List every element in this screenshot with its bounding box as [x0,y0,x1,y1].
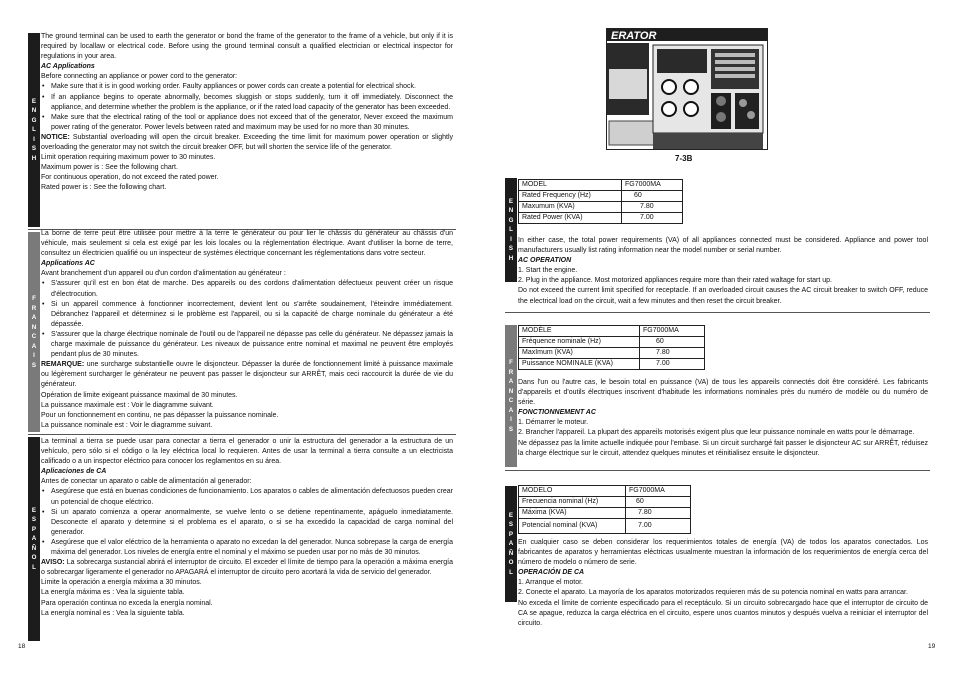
spec-table-francais [518,325,705,370]
notice-text: une surcharge substantielle ouvre le disjoncteur. Dépasser la durée de fonctionnement limité à puissance maximale ou légèrement surcharger le générateur ne peuvent pas passer le disjoncteur sur ARRÊT, mais ceci raccourcit la durée de vie du générateur. [41,361,453,389]
table-row [519,348,705,359]
table-cell: Rated Power (KVA) [519,213,622,224]
table-cell: 60 [640,337,705,348]
ac-operation-heading: OPERACIÓN DE CA [518,569,585,577]
bullet-list [41,82,453,132]
table-row [519,497,691,508]
list-item: • If an appliance begins to operate abnormally, becomes sluggish or stops suddenly, turn it off immediately. Disconnect the appliance, and determine whether the problem is the appliance, or if the rated load capacity of the generator has been exceeded. [41,93,453,113]
list-item: • S'assurer qu'il est en bon état de marche. Des appareils ou des cordons d'alimentation défectueux peuvent créer un risque d'électrocution. [41,279,453,299]
table-cell: Rated Frequency (Hz) [519,191,622,202]
ground-terminal-paragraph: La borne de terre peut être utilisée pour mettre à la terre le générateur ou pour lier le châssis du générateur au châssis d'un véhicule, mais seulement si cela est exigé par les lois locales ou la réglementation électrique. Avant d'utiliser la borne de terre, consultez un électricien qualifié ou un inspecteur de systèmes électrique concernant les réglementations dans votre secteur. [41,230,453,258]
table-row [519,326,705,337]
francais-tab-right: F R A N C A I S [505,325,517,467]
ac-operation-heading: AC OPERATION [518,257,572,265]
page-number-right: 19 [928,643,936,650]
text-line: Maximum power is : See the following chart. [41,164,178,172]
table-cell: Frecuencia nominal (Hz) [519,497,626,508]
espanol-section-right [518,538,928,629]
list-item: • Si un aparato comienza a operar anormalmente, se vuelve lento o se detiene repentinamente, apáguelo inmediatamente. Desconecte el aparato y determine si el problema es el aparato, o si se ha excedido la capacidad de carga nominal del generador. [41,508,453,538]
ground-terminal-paragraph: La terminal a tierra se puede usar para conectar a tierra el generador o unir la estructura del generador a la estructura de un vehículo, pero sólo si el código o la ley eléctrica local lo requieren. Antes de usar la terminal a tierra consulte a un electricista calificado o a un inspector eléctrico para conocer los reglamentos en su área. [41,438,453,466]
table-cell: 7.00 [622,213,683,224]
bullet-list [41,279,453,360]
text-line: For continuous operation, do not exceed the rated power. [41,174,219,182]
english-section-left [41,32,453,194]
brand-text: ERATOR [611,30,657,42]
table-row [519,519,691,534]
notice-text: Substantial overloading will open the circuit breaker. Exceeding the time limit for maximum power operation or slightly overloading the generator may not switch the circuit breaker OFF, but will shorten the service life of the generator. [41,133,453,152]
table-cell: FG7000MA [640,326,705,337]
table-cell: 7.00 [640,359,705,370]
ac-operation-heading: FONCTIONNEMENT AC [518,409,596,417]
text-line: Limite la operación a energía máxima a 30 minutos. [41,579,202,587]
table-cell: MaxImum (KVA) [519,348,640,359]
section-divider [505,470,930,471]
table-cell: 60 [622,191,683,202]
table-cell: Puissance NOMINALE (KVA) [519,359,640,370]
list-item: • Asegúrese que el valor eléctrico de la herramienta o aparato no excedan la del generador. Nunca sobrepase la carga de energía máxima del generador. Los niveles de energía entre el nominal y el máximo se pueden usar por no más de 30 minutos. [41,538,453,558]
text-line: La energía nominal es : Vea la siguiente tabla. [41,609,185,617]
francais-section-left [41,229,453,431]
table-cell: 7.80 [640,348,705,359]
current-limit-paragraph: Do not exceed the current limit specified for receptacle. If an overloaded circuit causes the AC circuit breaker to switch OFF, reduce the electrical load on the circuit, wait a few minutes and then reset the circuit breaker. [518,287,928,305]
text-line: Rated power is : See the following chart. [41,184,167,192]
total-power-paragraph: In either case, the total power requirements (VA) of all appliances connected must be considered. Appliance and power tool manufacturers usually list rating information near the model number or serial number. [518,237,928,255]
notice-label: NOTICE: [41,133,70,141]
table-row [519,202,683,213]
step-item: 2. Brancher l'appareil. La plupart des appareils motorisés exigent plus que leur puissance nominale en watts pour le démarrage. [518,429,915,437]
francais-section-right [518,378,928,459]
table-cell: Fréquence nominale (Hz) [519,337,640,348]
table-cell: Maxumum (KVA) [519,202,622,213]
list-item: • Asegúrese que está en buenas condiciones de funcionamiento. Los aparatos o cables de alimentación defectuosos pueden crear un potencial de choque eléctrico. [41,487,453,507]
step-item: 1. Arranque el motor. [518,579,583,587]
notice-label: AVISO: [41,559,65,567]
text-line: Limit operation requiring maximum power to 30 minutes. [41,154,216,162]
list-item: • S'assurer que la charge électrique nominale de l'outil ou de l'appareil ne dépasse pas celle du générateur. Ne dépassez jamais la charge maximale de puissance du générateur. Les niveaux de puissance entre nominal et maximal ne peuvent être employés pendant plus de 30 minutes. [41,330,453,360]
generator-panel-figure [606,28,768,150]
table-row [519,508,691,519]
table-cell: Máxima (KVA) [519,508,626,519]
table-row [519,337,705,348]
list-item: • Make sure that it is in good working order. Faulty appliances or power cords can create a potential for electrical shock. [41,82,453,92]
section-divider [28,434,456,435]
espanol-tab: E S P A Ñ O L [28,437,40,641]
current-limit-paragraph: Ne dépassez pas la limite actuelle indiquée pour l'embase. Si un circuit surchargé fait passer le disjoncteur AC sur ARRÊT, réduisez la charge électrique sur le circuit, attendez quelques minutes et réinitialisez ensuite le disjoncteur. [518,439,928,457]
table-cell: MODÈLE [519,326,640,337]
before-connecting-text: Avant branchement d'un appareil ou d'un cordon d'alimentation au générateur : [41,270,286,278]
francais-tab: F R A N C A I S [28,232,40,432]
table-cell: FG7000MA [626,486,691,497]
table-row [519,180,683,191]
table-cell: MODELO [519,486,626,497]
list-item: • Si un appareil commence à fonctionner incorrectement, devient lent ou s'arrête soudainement, l'éteindre immédiatement. Débranchez l'appareil et déterminez si le problème est l'appareil, ou si la capacité de charge nominale du générateur a été dépassée. [41,300,453,330]
table-cell: Potencial nominal (KVA) [519,519,626,534]
english-tab: E N G L I S H [28,33,40,227]
list-item: • Make sure that the electrical rating of the tool or appliance does not exceed that of the generator, Never exceed the maximum power rating of the generator. Power levels between rated and maximum may be used for no more than 30 minutes. [41,113,453,133]
text-line: La puissance maximale est : Voir le diagramme suivant. [41,401,214,409]
text-line: Opération de limite exigeant puissance maximal de 30 minutes. [41,391,238,399]
text-line: La energía máxima es : Vea la siguiente tabla. [41,589,185,597]
generator-panel-illustration [607,29,767,149]
section-divider [505,312,930,313]
page-number-left: 18 [18,643,26,650]
notice-text: La sobrecarga sustancial abrirá el interruptor de circuito. El exceder el límite de tiempo para la operación a máxima energía o sobrecargar ligeramente el generador no APAGARÁ el interruptor de circuito pero acortará la vida de servicio del generador. [41,559,453,577]
table-cell: MODEL [519,180,622,191]
table-row [519,486,691,497]
english-tab-right: E N G L I S H [505,178,517,282]
figure-caption: 7-3B [675,154,693,163]
espanol-tab-right: E S P A Ñ O L [505,486,517,602]
step-item: 2. Conecte el aparato. La mayoría de los aparatos motorizados requieren más de su potencia nominal en watts para arrancar. [518,589,908,597]
english-section-right [518,236,928,307]
text-line: Para operación continua no exceda la energía nominal. [41,599,213,607]
notice-paragraph [41,558,453,578]
table-cell: 7.00 [626,519,691,534]
bullet-list [41,487,453,558]
step-item: 1. Démarrer le moteur. [518,419,589,427]
ac-applications-heading: Applications AC [41,260,95,268]
ac-applications-heading: Aplicaciones de CA [41,468,107,476]
table-row [519,191,683,202]
spec-table-espanol [518,485,691,534]
before-connecting-text: Before connecting an appliance or power cord to the generator: [41,73,238,81]
table-cell: 7.80 [626,508,691,519]
total-power-paragraph: En cualquier caso se deben considerar los requerimientos totales de energía (VA) de todos los aparatos conectados. Los fabricantes de aparatos y herramientas eléctricas usualmente muestran la información de los requerimientos de energía cerca del número de modelo o número de serie. [518,539,928,567]
espanol-section-left [41,437,453,619]
step-item: 2. Plug in the appliance. Most motorized appliances require more than their rated waltage for start up. [518,277,833,285]
table-cell: FG7000MA [622,180,683,191]
notice-paragraph [41,360,453,390]
before-connecting-text: Antes de conectar un aparato o cable de alimentación al generador: [41,478,252,486]
step-item: 1. Start the engine. [518,267,578,275]
ground-terminal-paragraph: The ground terminal can be used to earth the generator or bond the frame of the generator to the frame of a vehicle, but only if it is required by locallaw or electrical code. Before using the ground terminal consult a qualified electrician or electrical inspector for regulations in your area. [41,33,453,61]
table-row [519,359,705,370]
total-power-paragraph: Dans l'un ou l'autre cas, le besoin total en puissance (VA) de tous les appareils connectés doit être considéré. Les fabricants d'appareils et d'outils électriques inscrivent d'habitude les informations nominales près du numéro de modèle ou du numéro de série. [518,379,928,407]
text-line: Pour un fonctionnement en continu, ne pas dépasser la puissance nominale. [41,411,279,419]
table-cell: 60 [626,497,691,508]
ac-applications-heading: AC Applications [41,63,95,71]
table-row [519,213,683,224]
notice-label: REMARQUE: [41,361,85,369]
current-limit-paragraph: No exceda el límite de corriente especificado para el receptáculo. Si un circuito sobrecargado hace que el interruptor de circuito de CA se apague, reduzca la carga eléctrica en el circuito, espere unos cuantos minutos y después vuelva a reiniciar el interruptor del circuito. [518,599,928,627]
table-cell: 7.80 [622,202,683,213]
spec-table-english [518,179,683,224]
text-line: La puissance nominale est : Voir le diagramme suivant. [41,421,213,429]
notice-paragraph [41,133,453,153]
